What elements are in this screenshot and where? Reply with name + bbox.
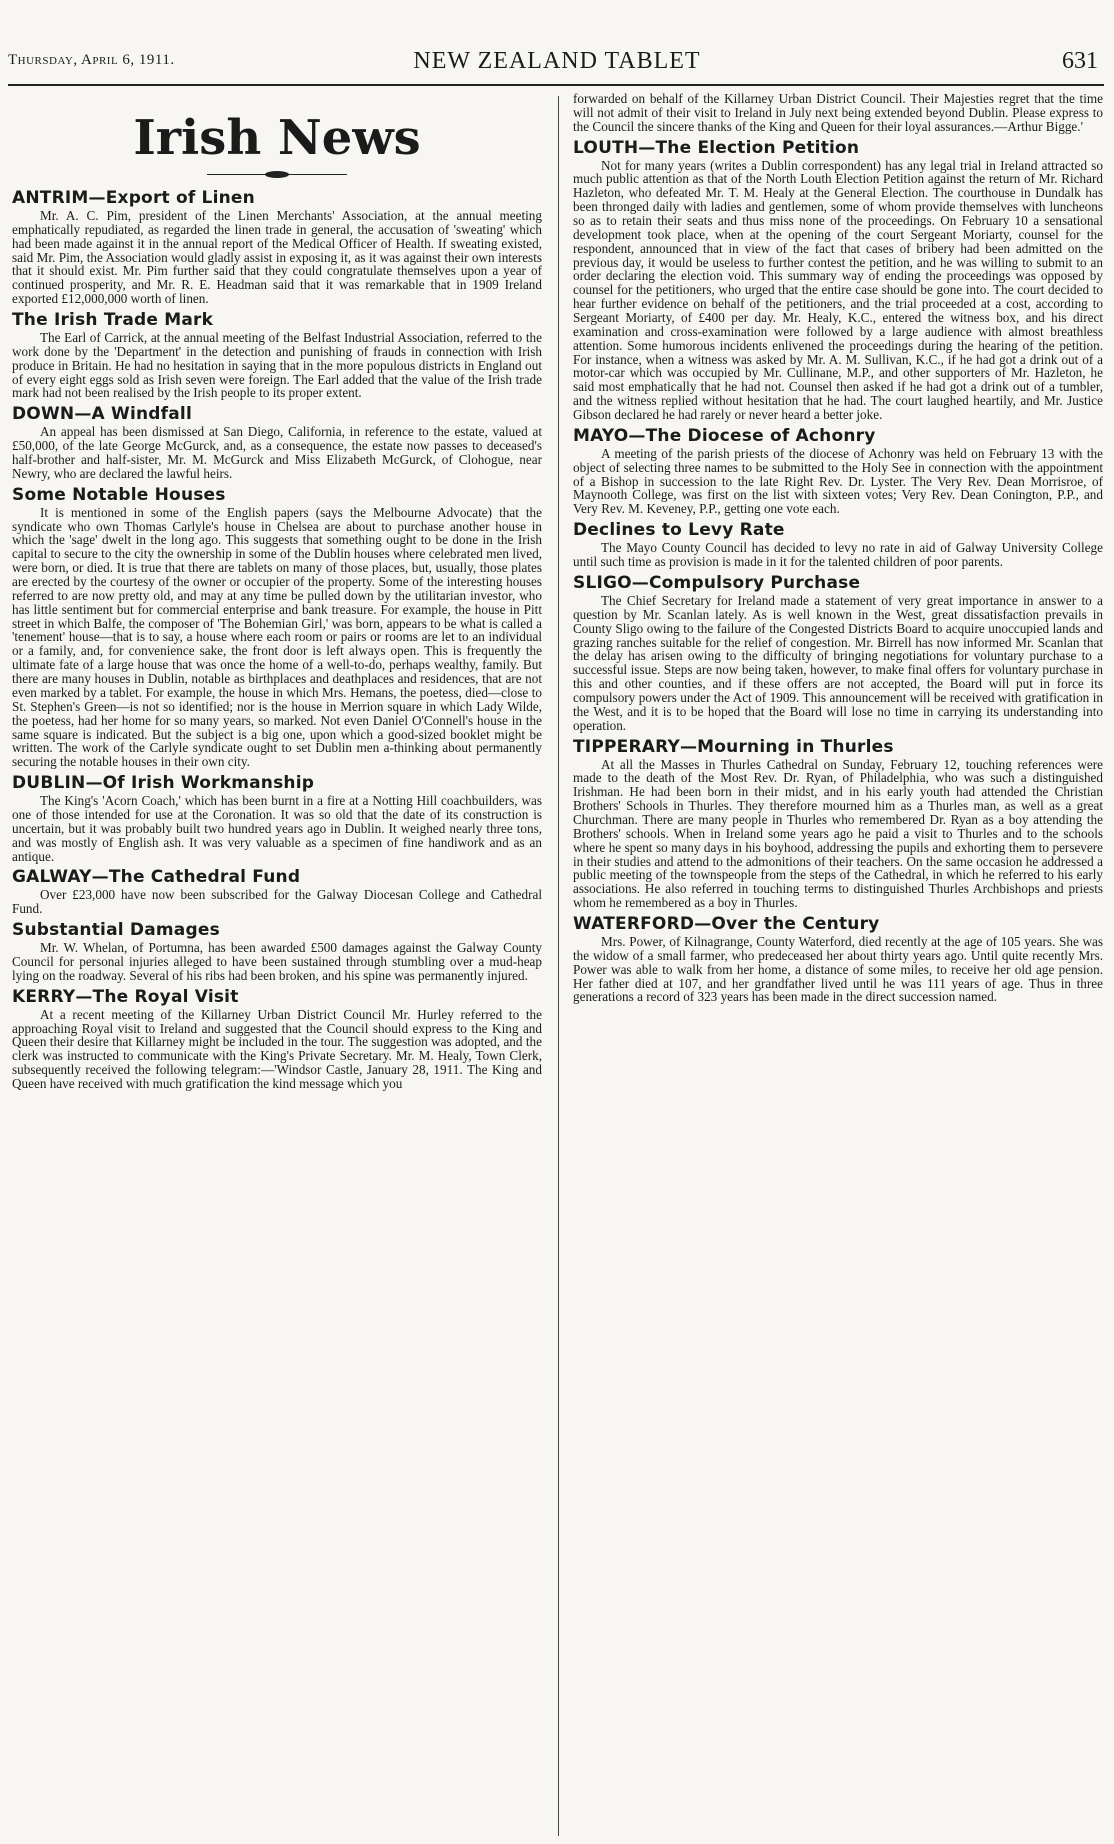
article-heading: KERRY—The Royal Visit bbox=[12, 986, 239, 1007]
article bbox=[573, 426, 1103, 516]
right-column bbox=[573, 92, 1103, 1837]
article-heading: Substantial Damages bbox=[12, 920, 220, 941]
article-body: A meeting of the parish priests of the diocese of Achonry was held on February 13 with the object of selecting three names to be submitted to the Holy See in connection with the appointment of a Bishop in succession to the late Right Rev. Dr. Lyster. The Very Rev. Dean Morrisroe, of Maynooth College, was first on the list with sixteen votes; Very Rev. Dean Conington, P.P., and Very Rev. M. Keveney, P.P., getting one vote each. bbox=[573, 445, 1103, 517]
section-title: Irish News bbox=[133, 110, 421, 166]
article-body: Mrs. Power, of Kilnagrange, County Waterford, died recently at the age of 105 years. She was the widow of a small farmer, who predeceased her about thirty years ago. Until quite recently Mrs. Power was able to walk from her home, a distance of some miles, to receive her old age pension. Her father died at 107, and her grandfather lived until he was 111 years of age. Thus in three generations a record of 323 years has been made in the direct succession named. bbox=[573, 933, 1103, 1005]
article bbox=[12, 404, 542, 480]
article-body: Over £23,000 have now been subscribed for the Galway Diocesan College and Cathedral Fund. bbox=[12, 887, 542, 917]
issue-date: Thursday, April 6, 1911. bbox=[8, 52, 175, 68]
left-articles bbox=[12, 188, 542, 1091]
article bbox=[12, 188, 542, 306]
article bbox=[573, 914, 1103, 1004]
article-body: The Earl of Carrick, at the annual meeting of the Belfast Industrial Association, referred to the work done by the 'Department' in the detection and punishing of frauds in connection with Irish produce in Britain. He had no hesitation in saying that in the more populous districts in England out of every eight eggs sold as Irish seven were foreign. The Earl added that the value of the Irish trade mark had not been realised by the Irish people to its proper extent. bbox=[12, 330, 542, 401]
article-heading: DUBLIN—Of Irish Workmanship bbox=[12, 773, 315, 794]
header-rule bbox=[8, 84, 1104, 86]
article bbox=[12, 867, 542, 916]
page-header bbox=[0, 0, 1114, 80]
article bbox=[573, 737, 1103, 910]
left-column bbox=[12, 92, 542, 1837]
article-heading: WATERFORD—Over the Century bbox=[573, 913, 880, 934]
article bbox=[12, 485, 542, 769]
article-heading: SLIGO—Compulsory Purchase bbox=[573, 572, 861, 593]
article-heading: Some Notable Houses bbox=[12, 484, 226, 505]
article bbox=[573, 92, 1103, 134]
article-heading: MAYO—The Diocese of Achonry bbox=[573, 425, 876, 446]
article-heading: DOWN—A Windfall bbox=[12, 404, 192, 425]
article bbox=[12, 773, 542, 863]
article bbox=[573, 138, 1103, 422]
article-body: Not for many years (writes a Dublin correspondent) has any legal trial in Ireland attracted so much public attention as that of the North Louth Election Petition against the return of Mr. Richard Hazleton, who defeated Mr. T. M. Healy at the General Election. The courthouse in Dundalk has been thronged daily with ladies and gentlemen, some of whom provide themselves with luncheons so as to retain their seats and thus miss none of the proceedings. On February 10 a sensational development took place, when at the opening of the court Sergeant Moriarty, counsel for the respondent, announced that in view of the fact that cases of bribery had been admitted on the previous day, it would be useless to further contest the petition, and he was willing to submit to an order declaring the election void. This summary way of ending the proceedings was opposed by counsel for the petitioners, who urged that the entire case should be gone into. The court decided to hear further evidence on behalf of the petitioners, and the trial proceeded at a cost, according to Sergeant Moriarty, of £400 per day. Mr. Healy, K.C., entered the witness box, and his direct examination and cross-examination were followed by a large audience with almost breathless attention. Some humorous incidents enlivened the proceedings during the hearing of the petition. For instance, when a witness was asked by Mr. A. M. Sullivan, K.C., if he had got a drink out of a motor-car which was occupied by Mr. Cullinane, M.P., and other supporters of Mr. Hazleton, he said most emphatically that he had not. Counsel then asked if he had got a drink out of a tumbler, and the witness replied without hesitation that he had. The court laughed heartily, and Mr. Justice Gibson declared he had rarely or never heard a better joke. bbox=[573, 157, 1103, 423]
article bbox=[573, 520, 1103, 569]
ornamental-rule bbox=[207, 170, 347, 180]
article bbox=[12, 310, 542, 400]
article-body: The Mayo County Council has decided to levy no rate in aid of Galway University College until such time as provision is made in it for the talented children of poor parents. bbox=[573, 540, 1103, 570]
article-heading: TIPPERARY—Mourning in Thurles bbox=[573, 736, 894, 757]
right-articles bbox=[573, 92, 1103, 1004]
article-heading: The Irish Trade Mark bbox=[12, 310, 214, 331]
article-body: Mr. A. C. Pim, president of the Linen Merchants' Association, at the annual meeting emphatically repudiated, as regarded the linen trade in general, the accusation of 'sweating' which had been made against it in the annual report of the Medical Officer of Health. If sweating existed, said Mr. Pim, the Association would gladly assist in exposing it, as it was against their own interests that it should exist. Mr. Pim further said that they could congratulate themselves upon a year of continued prosperity, and Mr. R. E. Headman said that it was remarkable that in 1909 Ireland exported £12,000,000 worth of linen. bbox=[12, 208, 542, 307]
article-body: Mr. W. Whelan, of Portumna, has been awarded £500 damages against the Galway County Council for personal injuries alleged to have been sustained through stumbling over a mud-heap lying on the roadway. Several of his ribs had been broken, and his spine was permanently injured. bbox=[12, 940, 542, 983]
page-number: 631 bbox=[1062, 48, 1098, 74]
article-heading: Declines to Levy Rate bbox=[573, 520, 785, 541]
article bbox=[12, 987, 542, 1091]
article-body: It is mentioned in some of the English papers (says the Melbourne Advocate) that the syndicate who own Thomas Carlyle's house in Chelsea are about to purchase another house in which the 'sage' dwelt in the long ago. This suggests that something ought to be done in the Irish capital to secure to the city the ownership in some of the Dublin houses where celebrated men lived, were born, or died. It is true that there are tablets on many of those places, but, usually, those plates are erected by the courtesy of the owner or occupier of the property. Some of the interesting houses referred to are now pretty old, and may at any time be pulled down by the utilitarian investor, who has little sentiment but for commercial enterprise and bank treasure. For example, the house in Pitt street in which Balfe, the composer of 'The Bohemian Girl,' was born, appears to be what is called a 'tenement' house—that is to say, a house where each room or pairs or rooms are let to an individual or a family, and, for convenience sake, the front door is left always open. This is frequently the ultimate fate of a large house that was once the home of a well-to-do, perhaps wealthy, family. But there are many houses in Dublin, notable as birthplaces and deathplaces and residences, that are not even marked by a tablet. For example, the house in which Mrs. Hemans, the poetess, died—close to St. Stephen's Green—is not so identified; nor is the house in Merrion square in which Lady Wilde, the poetess, had her home for so many years, so marked. Not even Daniel O'Connell's house in the same square is indicated. But the subject is a big one, upon which a good-sized booklet might be written. The work of the Carlyle syndicate ought to set Dublin men a-thinking about permanently securing the notable houses in their own city. bbox=[12, 504, 542, 770]
article-body: At all the Masses in Thurles Cathedral on Sunday, February 12, touching references were made to the death of the Most Rev. Dr. Ryan, of Philadelphia, who was such a distinguished Irishman. He had been born in their midst, and in his early youth had attended the Christian Brothers' Schools in Thurles. They therefore mourned him as a Thurles man, as well as a great Churchman. There are many people in Thurles who remembered Dr. Ryan as a boy attending the Brothers' schools. When in Ireland some years ago he paid a visit to Thurles and to the schools where he spent so many days in his boyhood, addressing the pupils and exhorting them to persevere in their studies and attend to the admonitions of their teachers. On the same occasion he addressed a public meeting of the townspeople from the steps of the Cathedral, in which he referred to his early associations. He also referred in touching terms to distinguished Thurles Archbishops and priests whom he remembered as a boy in Thurles. bbox=[573, 756, 1103, 911]
column-divider bbox=[558, 96, 559, 1836]
article-heading: ANTRIM—Export of Linen bbox=[12, 188, 255, 208]
article-heading: GALWAY—The Cathedral Fund bbox=[12, 867, 301, 888]
article-body: An appeal has been dismissed at San Diego, California, in reference to the estate, valued at £50,000, of the late George McGurck, and, as a consequence, the estate now passes to deceased's half-brother and half-sister, Mr. M. McGurck and Miss Elizabeth McGurck, of Clohogue, near Newry, who are declared the lawful heirs. bbox=[12, 424, 542, 481]
article bbox=[12, 920, 542, 983]
newspaper-title: NEW ZEALAND TABLET bbox=[413, 48, 701, 74]
article-body: The King's 'Acorn Coach,' which has been burnt in a fire at a Notting Hill coachbuilders, was one of those intended for use at the Coronation. It was so old that the date of its construction is uncertain, but it was probably built two hundred years ago in Dublin. It weighed nearly three tons, and was mostly of English ash. It was very valuable as a specimen of fine handiwork and as an antique. bbox=[12, 793, 542, 864]
article bbox=[573, 573, 1103, 733]
article-body: The Chief Secretary for Ireland made a statement of very great importance in answer to a question by Mr. Scanlan lately. As is well known in the West, great dissatisfaction prevails in County Sligo owing to the failure of the Congested Districts Board to acquire unoccupied lands and grazing ranches suitable for the relief of congestion. Mr. Birrell has now informed Mr. Scanlan that the delay has arisen owing to the difficulty of bringing negotiations for voluntary purchase to a successful issue. Steps are now being taken, however, to make final offers for voluntary purchase in this and other counties, and if these offers are not accepted, the Board will put in force its compulsory powers under the Act of 1909. This announcement will be received with gratification in the West, and it is to be hoped that the Board will lose no time in carrying its understanding into operation. bbox=[573, 592, 1103, 733]
article-body: At a recent meeting of the Killarney Urban District Council Mr. Hurley referred to the approaching Royal visit to Ireland and suggested that the Council should express to the King and Queen their desire that Killarney might be included in the tour. The suggestion was adopted, and the clerk was instructed to communicate with the King's Private Secretary. Mr. M. Healy, Town Clerk, subsequently received the following telegram:—'Windsor Castle, January 28, 1911. The King and Queen have received with much gratification the kind message which you bbox=[12, 1006, 542, 1091]
article-heading: LOUTH—The Election Petition bbox=[573, 137, 860, 158]
article-body: forwarded on behalf of the Killarney Urban District Council. Their Majesties regret that the time will not admit of their visit to Ireland in July next being extended beyond Dublin. Please express to the Council the sincere thanks of the King and Queen for their loyal assurances.—Arthur Bigge.' bbox=[573, 92, 1103, 134]
